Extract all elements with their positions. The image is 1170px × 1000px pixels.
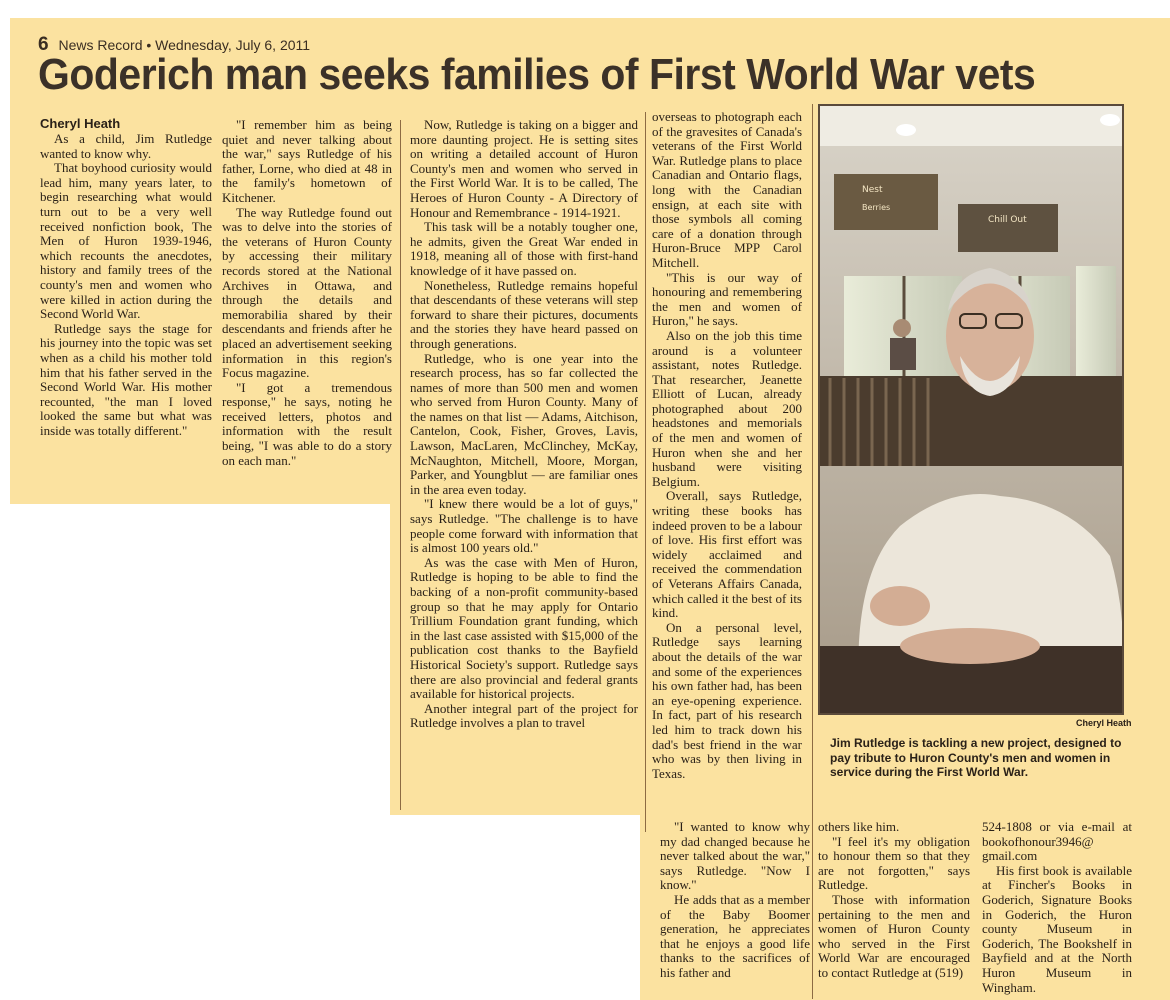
article-column-2 [222, 118, 392, 468]
menu-sign [958, 204, 1058, 252]
paragraph: This task will be a notably tougher one, he admits, given the Great War ended in 1918, meaning all of those with first-hand knowledge of it have passed on. [410, 219, 638, 278]
paragraph: Rutledge says the stage for his journey into the topic was set when as a child his mother told him that his father served in the Second World War. His mother recounted, "the man I loved looked the same but what was inside was totally different." [40, 320, 212, 438]
article-column-7 [982, 820, 1132, 995]
paragraph: Also on the job this time around is a volunteer assistant, notes Rutledge. That researcher, Jeanette Elliott of Lucan, already photographed about 200 headstones and memorials of the men and women of Huron when she and her husband were visiting Belgium. [652, 327, 802, 489]
article-column-6 [818, 820, 970, 981]
paragraph: As a child, Jim Rutledge wanted to know why. [40, 131, 212, 161]
column-rule [812, 104, 813, 999]
paragraph: Nonetheless, Rutledge remains hopeful that descendants of these veterans will step forward to share their pictures, documents and the stories they have heard passed on through generations. [410, 277, 638, 351]
sign-text: Berries [862, 203, 891, 212]
paragraph: His first book is available at Fincher's Books in Goderich, Signature Books in Goderich, the Huron county Museum in Goderich, The Bookshelf in Bayfield and at the North Huron Museum in Wingham. [982, 862, 1132, 995]
paragraph: As was the case with Men of Huron, Rutledge is hoping to be able to find the backing of a non-profit community-based group so that he may apply for Ontario Trillium Foundation grant funding, which in the last case assisted with $15,000 of the publication cost thanks to the Bayfield Historical Society's support. Rutledge says there are also provincial and federal grants available for historical projects. [410, 554, 638, 702]
byline: Cheryl Heath [40, 116, 121, 131]
paragraph: He adds that as a member of the Baby Boomer generation, he appreciates that he enjoys a good life thanks to the sacrifices of his father and [660, 891, 810, 980]
sign-text: Chill Out [988, 215, 1027, 225]
portrait-photo [818, 104, 1124, 715]
photo-caption: Jim Rutledge is tackling a new project, designed to pay tribute to Huron County's men and women in service during the First World War. [830, 736, 1122, 779]
paragraph: That boyhood curiosity would lead him, many years later, to begin researching what would turn out to be a very well received nonfiction book, The Men of Huron 1939-1946, which recounts the anecdotes, history and family trees of the county's men and women who were killed in action during the Second World War. [40, 160, 212, 322]
paragraph: "This is our way of honouring and remembering the men and women of Huron," he says. [652, 269, 802, 329]
paragraph: Those with information pertaining to the men and women of Huron County who served in the First World War are encouraged to contact Rutledge at (519) [818, 891, 970, 980]
headline: Goderich man seeks families of First World War vets [38, 50, 1036, 99]
article-column-4 [652, 110, 802, 781]
paragraph: 524-1808 or via e-mail at bookofhonour3946@ gmail.com [982, 819, 1132, 864]
sign-text: Nest [862, 185, 883, 195]
paragraph: Overall, says Rutledge, writing these books has indeed proven to be a labour of love. His first effort was widely acclaimed and received the commendation of Veterans Affairs Canada, which called it the best of its kind. [652, 488, 802, 621]
column-rule [645, 112, 646, 832]
photo-credit: Cheryl Heath [1076, 718, 1132, 728]
article-column-3 [410, 118, 638, 731]
page-number: 6 [38, 34, 49, 55]
paragraph: "I remember him as being quiet and never talking about the war," says Rutledge of his father, Lorne, who died at 48 in the family's hometown of Kitchener. [222, 117, 392, 205]
paragraph: "I wanted to know why my dad changed because he never talked about the war," says Rutledge. "Now I know." [660, 819, 810, 893]
paragraph: "I knew there would be a lot of guys," says Rutledge. "The challenge is to have people come forward with information that is almost 100 years old." [410, 496, 638, 556]
paragraph: others like him. [818, 819, 900, 834]
article-column-5 [660, 820, 810, 981]
paragraph: Another integral part of the project for Rutledge involves a plan to travel [410, 700, 638, 731]
paragraph: On a personal level, Rutledge says learning about the details of the war and some of the experiences his own father had, has been an eye-opening experience. In fact, part of his research led him to track down his dad's best friend in the war who was by then living in Texas. [652, 619, 802, 781]
paragraph: Rutledge, who is one year into the research process, has so far collected the names of more than 500 men and women who served from Huron County. Many of the names on that list — Adams, Aitchison, Cantelon, Cook, Fisher, Groves, Lavis, Lawson, MacLaren, McClinchey, McKay, McNaughton, Mitchell, Moore, Morgan, Parker, and Youngblut — are familiar ones in the area even today. [410, 350, 638, 497]
paragraph: The way Rutledge found out was to delve into the stories of the veterans of Huron County by accessing their military records stored at the National Archives in Ottawa, and through the details and memorabilia shared by their descendants and friends after he placed an advertisement seeking information in this region's Focus magazine. [222, 204, 392, 381]
paragraph: Now, Rutledge is taking on a bigger and more daunting project. He is setting sites on writing a detailed account of Huron County's men and women who served in the First World War. It is to be called, The Heroes of Huron County - A Directory of Honour and Remembrance - 1914-1921. [410, 117, 638, 220]
menu-sign [834, 174, 938, 230]
paragraph: "I got a tremendous response," he says, noting he received letters, photos and information with the result being, "I was able to do a story on each man." [222, 379, 392, 468]
article-column-1 [40, 132, 212, 438]
column-rule [400, 120, 401, 810]
dateline: News Record • Wednesday, July 6, 2011 [58, 37, 311, 53]
paragraph: "I feel it's my obligation to honour them so that they are not forgotten," says Rutledge. [818, 833, 970, 893]
photo-illustration [820, 106, 1122, 713]
paragraph: overseas to photograph each of the gravesites of Canada's veterans of the First World War. Rutledge plans to place Canadian and Ontario flags, long with the Canadian ensign, at each site with those symbols all coming care of a donation through Huron-Bruce MPP Carol Mitchell. [652, 109, 802, 270]
